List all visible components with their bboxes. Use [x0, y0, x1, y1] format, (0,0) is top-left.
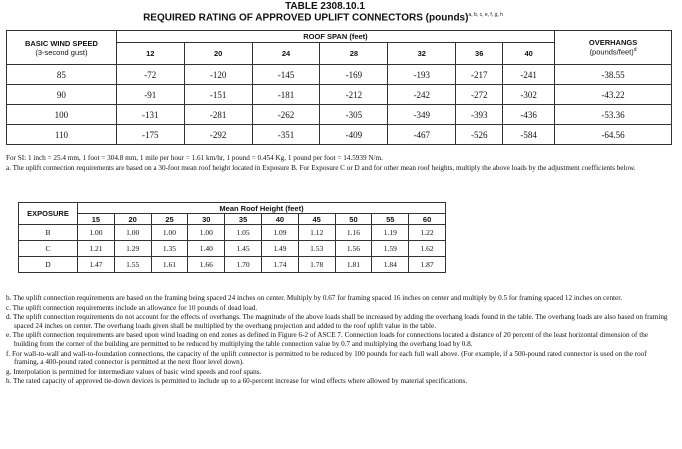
- uplift-value-cell: -272: [456, 85, 503, 105]
- coefficient-cell: 1.16: [335, 225, 372, 241]
- footnote: d. The uplift connection requirements do not account for the effects of overhangs. The magnitude of the above loads shall be increased by adding the overhang loads found in the table. The overhang loads are also based on framing spaced 24 inches on center. The overhang loads given shall be multiplied by the overhang projection and added to the roof uplift value in the table.: [6, 313, 668, 330]
- height-header-55: 55: [372, 214, 409, 225]
- coefficient-cell: 1.56: [335, 241, 372, 257]
- roof-span-header: ROOF SPAN (feet): [116, 31, 554, 43]
- height-header-40: 40: [261, 214, 298, 225]
- coefficient-cell: 1.12: [298, 225, 335, 241]
- span-header-32: 32: [388, 43, 456, 65]
- exposure-cell: B: [19, 225, 78, 241]
- uplift-value-cell: -349: [388, 105, 456, 125]
- footnote: h. The rated capacity of approved tie-down devices is permitted to include up to a 60-percent increase for wind effects where allowed by material specifications.: [6, 377, 468, 386]
- height-header-20: 20: [114, 214, 151, 225]
- coefficient-cell: 1.84: [372, 257, 409, 273]
- mean-roof-height-header: Mean Roof Height (feet): [78, 203, 446, 214]
- uplift-value-cell: -151: [184, 85, 252, 105]
- table-row: [19, 257, 446, 273]
- uplift-value-cell: -302: [503, 85, 555, 105]
- coefficient-cell: 1.00: [188, 225, 225, 241]
- coefficient-cell: 1.21: [78, 241, 115, 257]
- span-header-20: 20: [184, 43, 252, 65]
- height-header-30: 30: [188, 214, 225, 225]
- coefficient-cell: 1.59: [372, 241, 409, 257]
- uplift-value-cell: -181: [252, 85, 320, 105]
- footnotes-list: [6, 294, 672, 387]
- uplift-connector-table: [6, 30, 672, 145]
- coefficient-cell: 1.22: [409, 225, 446, 241]
- uplift-value-cell: -91: [116, 85, 184, 105]
- uplift-value-cell: -351: [252, 125, 320, 145]
- coefficient-cell: 1.00: [78, 225, 115, 241]
- uplift-value-cell: -217: [456, 65, 503, 85]
- uplift-value-cell: -120: [184, 65, 252, 85]
- uplift-value-cell: -436: [503, 105, 555, 125]
- coefficient-cell: 1.74: [261, 257, 298, 273]
- overhangs-header: OVERHANGS (pounds/feet)$^d$: [555, 31, 672, 65]
- footnote: b. The uplift connection requirements are based on the framing being spaced 24 inches on center. Multiply by 0.67 for framing spaced 16 inches on center and multiply by 0.5 for framing spaced 12 inches on center.: [6, 294, 623, 302]
- coefficient-cell: 1.49: [261, 241, 298, 257]
- table-row: [7, 105, 672, 125]
- coefficient-cell: 1.66: [188, 257, 225, 273]
- wind-speed-cell: 100: [7, 105, 117, 125]
- coefficient-cell: 1.00: [114, 225, 151, 241]
- overhang-value-cell: -38.55: [555, 65, 672, 85]
- table-row: [19, 241, 446, 257]
- height-header-60: 60: [409, 214, 446, 225]
- uplift-value-cell: -409: [320, 125, 388, 145]
- wind-speed-header: BASIC WIND SPEED (3-second gust): [7, 31, 117, 65]
- exposure-header: EXPOSURE: [19, 203, 78, 225]
- coefficient-cell: 1.09: [261, 225, 298, 241]
- coefficient-cell: 1.70: [225, 257, 262, 273]
- uplift-value-cell: -241: [503, 65, 555, 85]
- uplift-value-cell: -193: [388, 65, 456, 85]
- uplift-value-cell: -131: [116, 105, 184, 125]
- span-header-40: 40: [503, 43, 555, 65]
- table-number: TABLE 2308.10.1: [285, 1, 365, 12]
- height-header-50: 50: [335, 214, 372, 225]
- uplift-value-cell: -262: [252, 105, 320, 125]
- span-header-28: 28: [320, 43, 388, 65]
- wind-speed-cell: 90: [7, 85, 117, 105]
- table-row: [7, 85, 672, 105]
- uplift-value-cell: -467: [388, 125, 456, 145]
- footnote-a: a. The uplift connection requirements are based on a 30-foot mean roof height located in Exposure B. For Exposure C or D and for other mean roof heights, multiply the above loads by the adjustment coefficients below.: [6, 164, 636, 172]
- height-header-35: 35: [225, 214, 262, 225]
- footnote: c. The uplift connection requirements include an allowance for 10 pounds of dead load.: [6, 303, 258, 312]
- uplift-value-cell: -281: [184, 105, 252, 125]
- overhang-value-cell: -53.36: [555, 105, 672, 125]
- uplift-value-cell: -242: [388, 85, 456, 105]
- height-header-15: 15: [78, 214, 115, 225]
- coefficient-cell: 1.53: [298, 241, 335, 257]
- coefficient-cell: 1.00: [151, 225, 188, 241]
- coefficient-cell: 1.29: [114, 241, 151, 257]
- si-conversion-note: For SI: 1 inch = 25.4 mm, 1 foot = 304.8 mm, 1 mile per hour = 1.61 km/hr, 1 pound = 0.454 Kg, 1 pound per foot = 14.5939 N/m.: [6, 154, 383, 162]
- overhang-value-cell: -43.22: [555, 85, 672, 105]
- coefficient-cell: 1.78: [298, 257, 335, 273]
- wind-speed-cell: 85: [7, 65, 117, 85]
- coefficient-cell: 1.55: [114, 257, 151, 273]
- table-row: [7, 65, 672, 85]
- uplift-value-cell: -526: [456, 125, 503, 145]
- coefficient-cell: 1.05: [225, 225, 262, 241]
- uplift-value-cell: -169: [320, 65, 388, 85]
- exposure-cell: D: [19, 257, 78, 273]
- uplift-value-cell: -292: [184, 125, 252, 145]
- wind-speed-cell: 110: [7, 125, 117, 145]
- table-row: [19, 225, 446, 241]
- uplift-value-cell: -584: [503, 125, 555, 145]
- span-header-36: 36: [456, 43, 503, 65]
- coefficient-cell: 1.35: [151, 241, 188, 257]
- table-title: [0, 12, 664, 23]
- span-header-24: 24: [252, 43, 320, 65]
- overhang-value-cell: -64.56: [555, 125, 672, 145]
- footnote: g. Interpolation is permitted for intermediate values of basic wind speeds and roof spans.: [6, 367, 262, 376]
- uplift-value-cell: -175: [116, 125, 184, 145]
- height-header-45: 45: [298, 214, 335, 225]
- uplift-value-cell: -393: [456, 105, 503, 125]
- coefficient-cell: 1.40: [188, 241, 225, 257]
- coefficient-cell: 1.19: [372, 225, 409, 241]
- adjustment-coefficient-table: [18, 202, 446, 273]
- table-title-footnotes: a, b, c, e, f, g, h: [468, 12, 503, 18]
- height-header-25: 25: [151, 214, 188, 225]
- footnote: f. For wall-to-wall and wall-to-foundation connections, the capacity of the uplift connector is permitted to be reduced by 100 pounds for each full wall above. (For example, if a 500-pound rated connector is used on the roof framing, a 400-pound rated connector is permitted at the next floor level down).: [6, 349, 647, 367]
- uplift-value-cell: -145: [252, 65, 320, 85]
- coefficient-cell: 1.81: [335, 257, 372, 273]
- uplift-value-cell: -212: [320, 85, 388, 105]
- span-header-12: 12: [116, 43, 184, 65]
- coefficient-cell: 1.61: [151, 257, 188, 273]
- coefficient-cell: 1.47: [78, 257, 115, 273]
- coefficient-cell: 1.62: [409, 241, 446, 257]
- uplift-value-cell: -305: [320, 105, 388, 125]
- coefficient-cell: 1.45: [225, 241, 262, 257]
- uplift-value-cell: -72: [116, 65, 184, 85]
- table-row: [7, 125, 672, 145]
- table-title-text: REQUIRED RATING OF APPROVED UPLIFT CONNECTORS (pounds): [143, 12, 469, 24]
- exposure-cell: C: [19, 241, 78, 257]
- footnote: e. The uplift connection requirements are based upon wind loading on end zones as defined in Figure 6-2 of ASCE 7. Connection loads for connections located a distance of 20 percent of the least horizontal dimension of the building from the corner of the building are permitted to be reduced by multiplying the table connection value by 0.7 and multiplying the overhang load by 0.8.: [6, 331, 648, 348]
- coefficient-cell: 1.87: [409, 257, 446, 273]
